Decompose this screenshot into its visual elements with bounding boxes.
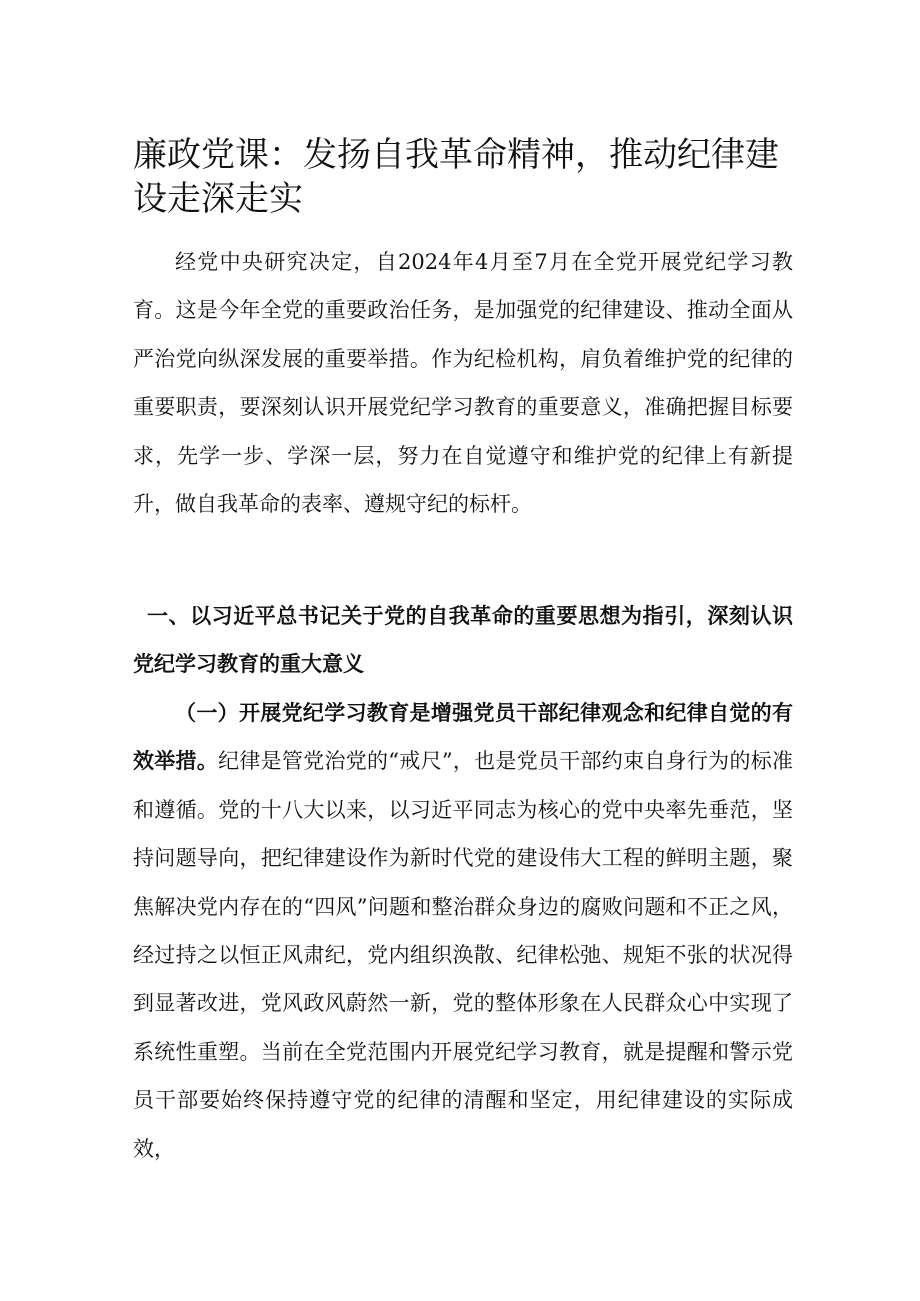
subsection-one-text: 纪律是管党治党的“戒尺”，也是党员干部约束自身行为的标准和遵循。党的十八大以来，以习近平同志为核心的党中央率先垂范，坚持问题导向，把纪律建设作为新时代党的建设伟大工程的鲜明主题，聚焦解决党内存在的“四风”问题和整治群众身边的腐败问题和不正之风，经过持之以恒正风肃纪，党内组织涣散、纪律松弛、规矩不张的状况得到显著改进，党风政风蔚然一新，党的整体形象在人民群众心中实现了系统性重塑。当前在全党范围内开展党纪学习教育，就是提醒和警示党员干部要始终保持遵守党的纪律的清醒和坚定，用纪律建设的实际成效， [133, 749, 793, 1161]
subsection-one-paragraph [133, 689, 793, 1173]
document-title: 廉政党课：发扬自我革命精神，推动纪律建设走深走实 [133, 135, 779, 219]
intro-paragraph: 经党中央研究决定，自2024年4月至7月在全党开展党纪学习教育。这是今年全党的重要政治任务，是加强党的纪律建设、推动全面从严治党向纵深发展的重要举措。作为纪检机构，肩负着维护党的纪律的重要职责，要深刻认识开展党纪学习教育的重要意义，准确把握目标要求，先学一步、学深一层，努力在自觉遵守和维护党的纪律上有新提升，做自我革命的表率、遵规守纪的标杆。 [133, 250, 793, 517]
subsection-one-lead: （一）开展党纪学习教育是增强党员干部纪律观念和纪律自觉的有效举措。 [133, 701, 793, 774]
section-one-heading: 一、以习近平总书记关于党的自我革命的重要思想为指引，深刻认识党纪学习教育的重大意义 [133, 604, 793, 676]
